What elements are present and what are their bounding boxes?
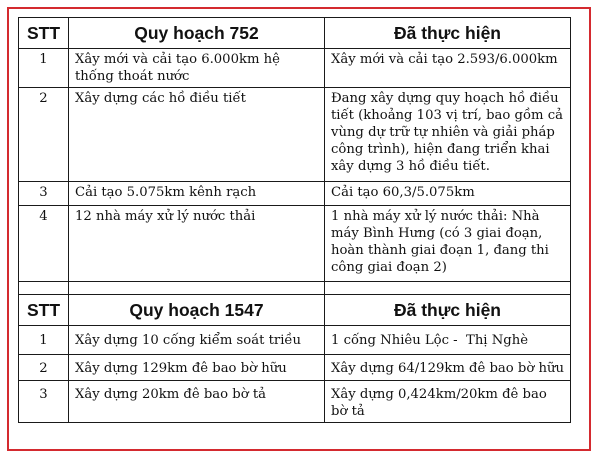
- cell-plan: Xây dựng 20km đê bao bờ tả: [69, 381, 325, 423]
- table-header-row: [19, 295, 571, 326]
- table-row: [19, 88, 571, 182]
- table-gap-row: [19, 282, 571, 295]
- header-plan: Quy hoạch 1547: [69, 295, 325, 326]
- cell-plan: Xây dựng các hồ điều tiết: [69, 88, 325, 182]
- cell-done: Xây dựng 0,424km/20km đê bao bờ tả: [325, 381, 571, 423]
- cell-done: 1 nhà máy xử lý nước thải: Nhà máy Bình Hưng (có 3 giai đoạn, hoàn thành giai đoạn 1, đang thi công giai đoạn 2): [325, 206, 571, 282]
- header-plan: Quy hoạch 752: [69, 18, 325, 49]
- cell-stt: 4: [19, 206, 69, 282]
- cell-stt: 1: [19, 326, 69, 355]
- cell-plan: Xây dựng 129km đê bao bờ hữu: [69, 355, 325, 381]
- cell-plan: Xây mới và cải tạo 6.000km hệ thống thoát nước: [69, 49, 325, 88]
- table-row: [19, 182, 571, 206]
- header-stt: STT: [19, 18, 69, 49]
- cell-plan: 12 nhà máy xử lý nước thải: [69, 206, 325, 282]
- table-header-row: [19, 18, 571, 49]
- cell-done: Cải tạo 60,3/5.075km: [325, 182, 571, 206]
- cell-stt: 2: [19, 88, 69, 182]
- cell-stt: 3: [19, 182, 69, 206]
- cell-stt: 1: [19, 49, 69, 88]
- cell-done: Đang xây dựng quy hoạch hồ điều tiết (khoảng 103 vị trí, bao gồm cả vùng dự trữ tự nhiên và giải pháp công trình), hiện đang triển khai xây dựng 3 hồ điều tiết.: [325, 88, 571, 182]
- cell-plan: Xây dựng 10 cống kiểm soát triều: [69, 326, 325, 355]
- header-stt: STT: [19, 295, 69, 326]
- table-row: [19, 326, 571, 355]
- table-row: [19, 206, 571, 282]
- cell-plan: Cải tạo 5.075km kênh rạch: [69, 182, 325, 206]
- table-row: [19, 49, 571, 88]
- cell-done: Xây mới và cải tạo 2.593/6.000km: [325, 49, 571, 88]
- table-row: [19, 381, 571, 423]
- cell-stt: 2: [19, 355, 69, 381]
- table-row: [19, 355, 571, 381]
- header-done: Đã thực hiện: [325, 18, 571, 49]
- cell-done: 1 cống Nhiêu Lộc - Thị Nghè: [325, 326, 571, 355]
- planning-table: [18, 17, 571, 423]
- header-done: Đã thực hiện: [325, 295, 571, 326]
- cell-done: Xây dựng 64/129km đê bao bờ hữu: [325, 355, 571, 381]
- cell-stt: 3: [19, 381, 69, 423]
